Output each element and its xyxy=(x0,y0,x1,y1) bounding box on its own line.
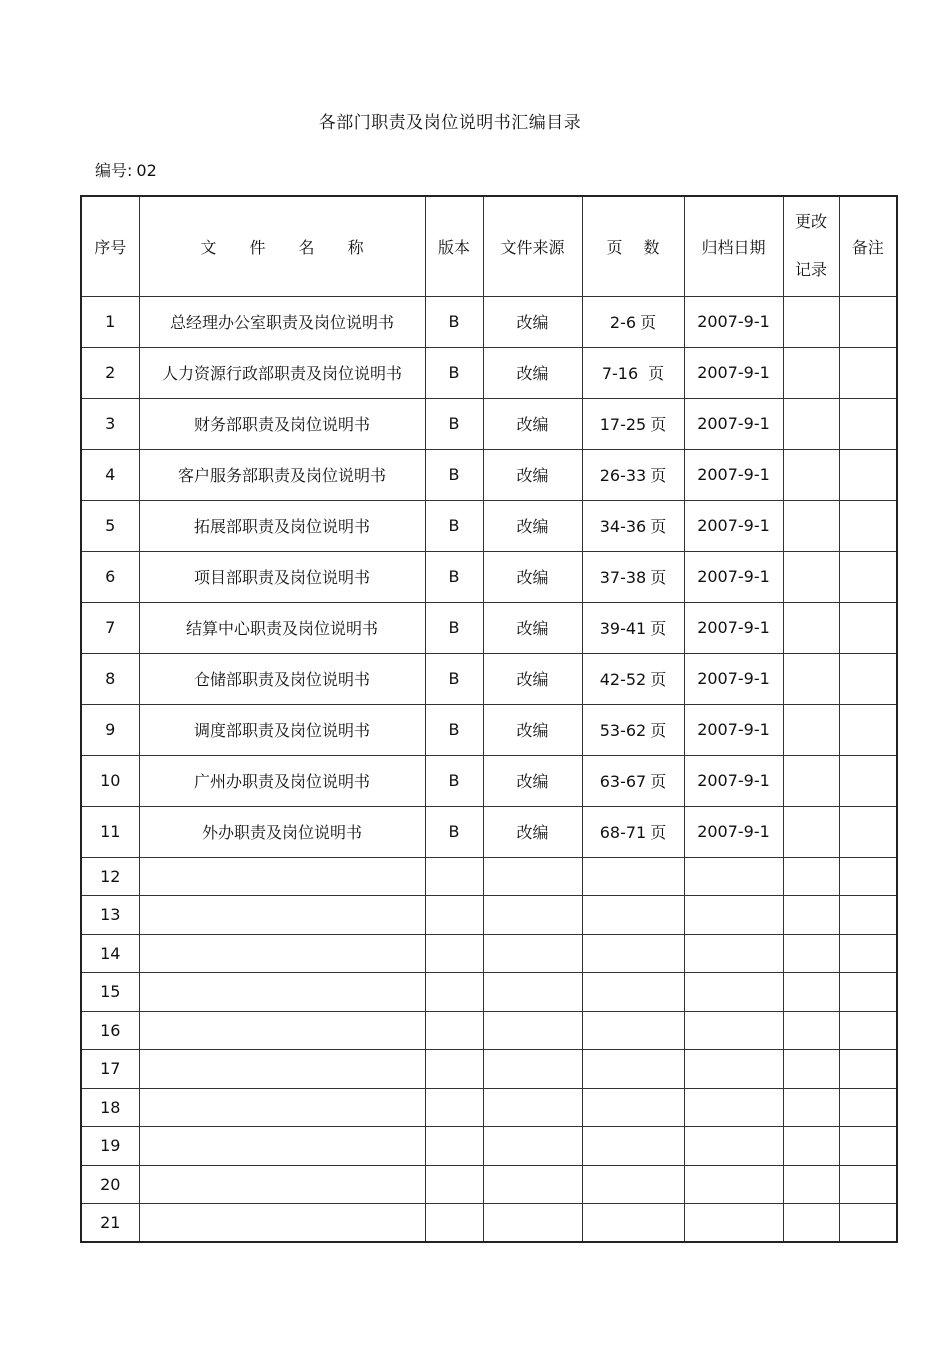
cell-change-record xyxy=(783,449,839,500)
cell-source: 改编 xyxy=(483,602,582,653)
cell-empty xyxy=(582,1088,684,1127)
cell-empty xyxy=(139,896,425,935)
cell-date: 2007-9-1 xyxy=(684,551,783,602)
cell-name: 仓储部职责及岗位说明书 xyxy=(139,653,425,704)
header-version: 版本 xyxy=(425,196,483,296)
cell-name: 总经理办公室职责及岗位说明书 xyxy=(139,296,425,347)
cell-date: 2007-9-1 xyxy=(684,398,783,449)
cell-pages xyxy=(582,704,684,755)
cell-seq: 15 xyxy=(81,973,139,1012)
cell-version: B xyxy=(425,704,483,755)
page-unit: 页 xyxy=(640,313,657,332)
cell-empty xyxy=(483,1011,582,1050)
cell-remarks xyxy=(839,449,897,500)
table-row-empty xyxy=(81,1011,897,1050)
cell-empty xyxy=(582,896,684,935)
cell-pages xyxy=(582,653,684,704)
cell-seq: 18 xyxy=(81,1088,139,1127)
cell-seq: 5 xyxy=(81,500,139,551)
cell-seq: 8 xyxy=(81,653,139,704)
cell-date: 2007-9-1 xyxy=(684,704,783,755)
cell-empty xyxy=(783,973,839,1012)
cell-empty xyxy=(783,857,839,896)
cell-date: 2007-9-1 xyxy=(684,602,783,653)
cell-empty xyxy=(684,1088,783,1127)
cell-empty xyxy=(684,1011,783,1050)
cell-remarks xyxy=(839,755,897,806)
table-row-empty xyxy=(81,1050,897,1089)
cell-source: 改编 xyxy=(483,755,582,806)
cell-version: B xyxy=(425,398,483,449)
cell-seq: 14 xyxy=(81,934,139,973)
table-row xyxy=(81,704,897,755)
header-name: 文 件 名 称 xyxy=(139,196,425,296)
header-pages: 页 数 xyxy=(582,196,684,296)
cell-remarks xyxy=(839,602,897,653)
table-row-empty xyxy=(81,896,897,935)
cell-version: B xyxy=(425,347,483,398)
cell-seq: 1 xyxy=(81,296,139,347)
cell-remarks xyxy=(839,653,897,704)
cell-name: 项目部职责及岗位说明书 xyxy=(139,551,425,602)
cell-empty xyxy=(139,857,425,896)
cell-name: 拓展部职责及岗位说明书 xyxy=(139,500,425,551)
cell-change-record xyxy=(783,806,839,857)
page-range: 26-33 xyxy=(599,466,647,485)
page-range: 53-62 xyxy=(599,721,647,740)
cell-change-record xyxy=(783,551,839,602)
cell-seq: 12 xyxy=(81,857,139,896)
cell-empty xyxy=(839,896,897,935)
cell-empty xyxy=(684,1127,783,1166)
cell-remarks xyxy=(839,296,897,347)
cell-empty xyxy=(425,1050,483,1089)
toc-table xyxy=(80,195,898,1243)
cell-empty xyxy=(425,973,483,1012)
header-remarks: 备注 xyxy=(839,196,897,296)
cell-seq: 4 xyxy=(81,449,139,500)
cell-pages xyxy=(582,449,684,500)
cell-seq: 21 xyxy=(81,1204,139,1243)
cell-empty xyxy=(483,1088,582,1127)
cell-seq: 20 xyxy=(81,1165,139,1204)
table-row xyxy=(81,296,897,347)
table-row xyxy=(81,653,897,704)
cell-empty xyxy=(684,857,783,896)
document-number xyxy=(95,158,157,181)
cell-version: B xyxy=(425,806,483,857)
cell-empty xyxy=(483,934,582,973)
cell-change-record xyxy=(783,500,839,551)
cell-date: 2007-9-1 xyxy=(684,347,783,398)
table-row-empty xyxy=(81,1127,897,1166)
page-unit: 页 xyxy=(650,466,667,485)
cell-empty xyxy=(783,1127,839,1166)
table-row xyxy=(81,755,897,806)
cell-pages xyxy=(582,296,684,347)
cell-seq: 13 xyxy=(81,896,139,935)
header-archive-date: 归档日期 xyxy=(684,196,783,296)
cell-version: B xyxy=(425,602,483,653)
table-row xyxy=(81,449,897,500)
cell-empty xyxy=(582,1127,684,1166)
cell-seq: 3 xyxy=(81,398,139,449)
cell-remarks xyxy=(839,806,897,857)
cell-version: B xyxy=(425,296,483,347)
page-unit: 页 xyxy=(650,823,667,842)
cell-name: 调度部职责及岗位说明书 xyxy=(139,704,425,755)
cell-empty xyxy=(582,1011,684,1050)
cell-date: 2007-9-1 xyxy=(684,449,783,500)
cell-empty xyxy=(425,1088,483,1127)
cell-empty xyxy=(582,1165,684,1204)
cell-pages xyxy=(582,755,684,806)
cell-empty xyxy=(425,1127,483,1166)
cell-empty xyxy=(139,1127,425,1166)
cell-empty xyxy=(684,1050,783,1089)
cell-empty xyxy=(582,973,684,1012)
header-change-record-line2: 记录 xyxy=(794,260,827,280)
cell-name: 客户服务部职责及岗位说明书 xyxy=(139,449,425,500)
cell-empty xyxy=(483,1204,582,1243)
cell-empty xyxy=(783,1204,839,1243)
cell-seq: 19 xyxy=(81,1127,139,1166)
page-title: 各部门职责及岗位说明书汇编目录 xyxy=(318,113,582,133)
cell-name: 外办职责及岗位说明书 xyxy=(139,806,425,857)
page-unit: 页 xyxy=(650,619,667,638)
cell-empty xyxy=(684,973,783,1012)
cell-empty xyxy=(139,1165,425,1204)
cell-empty xyxy=(684,896,783,935)
cell-empty xyxy=(483,973,582,1012)
cell-empty xyxy=(582,934,684,973)
cell-name: 结算中心职责及岗位说明书 xyxy=(139,602,425,653)
cell-empty xyxy=(582,857,684,896)
page-unit: 页 xyxy=(650,721,667,740)
table-row xyxy=(81,602,897,653)
cell-remarks xyxy=(839,551,897,602)
cell-name: 人力资源行政部职责及岗位说明书 xyxy=(139,347,425,398)
document-number-label: 编号: xyxy=(95,161,133,180)
cell-empty xyxy=(839,1011,897,1050)
cell-source: 改编 xyxy=(483,653,582,704)
cell-empty xyxy=(425,934,483,973)
cell-version: B xyxy=(425,449,483,500)
cell-empty xyxy=(839,1050,897,1089)
cell-empty xyxy=(425,1011,483,1050)
cell-empty xyxy=(783,934,839,973)
page-range: 34-36 xyxy=(599,517,647,536)
cell-empty xyxy=(483,1050,582,1089)
cell-empty xyxy=(425,896,483,935)
table-row xyxy=(81,347,897,398)
header-seq: 序号 xyxy=(81,196,139,296)
cell-remarks xyxy=(839,500,897,551)
cell-source: 改编 xyxy=(483,551,582,602)
table-row-empty xyxy=(81,973,897,1012)
table-row-empty xyxy=(81,1165,897,1204)
page-range: 37-38 xyxy=(599,568,647,587)
cell-empty xyxy=(684,1165,783,1204)
cell-source: 改编 xyxy=(483,398,582,449)
cell-empty xyxy=(139,1011,425,1050)
table-header-row xyxy=(81,196,897,296)
cell-empty xyxy=(139,1088,425,1127)
cell-pages xyxy=(582,347,684,398)
cell-empty xyxy=(425,1204,483,1243)
cell-remarks xyxy=(839,347,897,398)
page-unit: 页 xyxy=(648,364,665,383)
cell-empty xyxy=(684,934,783,973)
table-row-empty xyxy=(81,857,897,896)
cell-seq: 11 xyxy=(81,806,139,857)
cell-seq: 7 xyxy=(81,602,139,653)
cell-change-record xyxy=(783,398,839,449)
cell-version: B xyxy=(425,500,483,551)
cell-empty xyxy=(839,857,897,896)
page-range: 7-16 xyxy=(601,364,639,383)
page-unit: 页 xyxy=(650,670,667,689)
cell-pages xyxy=(582,602,684,653)
table-row-empty xyxy=(81,1204,897,1243)
cell-empty xyxy=(139,934,425,973)
cell-source: 改编 xyxy=(483,347,582,398)
cell-empty xyxy=(783,1050,839,1089)
cell-source: 改编 xyxy=(483,806,582,857)
header-change-record xyxy=(783,196,839,296)
cell-source: 改编 xyxy=(483,500,582,551)
cell-seq: 10 xyxy=(81,755,139,806)
cell-date: 2007-9-1 xyxy=(684,755,783,806)
cell-empty xyxy=(425,1165,483,1204)
cell-empty xyxy=(139,1204,425,1243)
cell-change-record xyxy=(783,347,839,398)
table-row xyxy=(81,806,897,857)
cell-empty xyxy=(483,896,582,935)
document-number-value: 02 xyxy=(136,161,157,180)
cell-name: 广州办职责及岗位说明书 xyxy=(139,755,425,806)
cell-empty xyxy=(783,1088,839,1127)
cell-empty xyxy=(839,1204,897,1243)
page-range: 42-52 xyxy=(599,670,647,689)
cell-name: 财务部职责及岗位说明书 xyxy=(139,398,425,449)
header-source: 文件来源 xyxy=(483,196,582,296)
cell-remarks xyxy=(839,704,897,755)
page-range: 68-71 xyxy=(599,823,647,842)
cell-seq: 9 xyxy=(81,704,139,755)
table-row-empty xyxy=(81,934,897,973)
table-row xyxy=(81,500,897,551)
page-unit: 页 xyxy=(650,568,667,587)
cell-seq: 2 xyxy=(81,347,139,398)
cell-version: B xyxy=(425,653,483,704)
cell-pages xyxy=(582,500,684,551)
page-range: 2-6 xyxy=(609,313,637,332)
cell-change-record xyxy=(783,602,839,653)
cell-date: 2007-9-1 xyxy=(684,296,783,347)
table-row xyxy=(81,398,897,449)
cell-empty xyxy=(684,1204,783,1243)
cell-empty xyxy=(483,1127,582,1166)
cell-date: 2007-9-1 xyxy=(684,806,783,857)
cell-empty xyxy=(783,896,839,935)
cell-empty xyxy=(839,973,897,1012)
cell-pages xyxy=(582,806,684,857)
page-unit: 页 xyxy=(650,772,667,791)
cell-source: 改编 xyxy=(483,296,582,347)
cell-empty xyxy=(582,1204,684,1243)
cell-source: 改编 xyxy=(483,449,582,500)
cell-change-record xyxy=(783,296,839,347)
page-unit: 页 xyxy=(650,517,667,536)
cell-seq: 16 xyxy=(81,1011,139,1050)
cell-empty xyxy=(839,1165,897,1204)
cell-empty xyxy=(839,1127,897,1166)
cell-date: 2007-9-1 xyxy=(684,500,783,551)
cell-empty xyxy=(839,934,897,973)
page-range: 17-25 xyxy=(599,415,647,434)
cell-remarks xyxy=(839,398,897,449)
cell-empty xyxy=(425,857,483,896)
cell-pages xyxy=(582,551,684,602)
table-body xyxy=(81,296,897,1242)
cell-empty xyxy=(783,1011,839,1050)
cell-empty xyxy=(783,1165,839,1204)
table-row-empty xyxy=(81,1088,897,1127)
cell-empty xyxy=(139,1050,425,1089)
cell-version: B xyxy=(425,551,483,602)
header-change-record-line1: 更改 xyxy=(794,212,827,232)
page-range: 39-41 xyxy=(599,619,647,638)
page-range: 63-67 xyxy=(599,772,647,791)
page-unit: 页 xyxy=(650,415,667,434)
cell-change-record xyxy=(783,755,839,806)
cell-date: 2007-9-1 xyxy=(684,653,783,704)
cell-empty xyxy=(483,1165,582,1204)
cell-change-record xyxy=(783,653,839,704)
cell-version: B xyxy=(425,755,483,806)
cell-empty xyxy=(839,1088,897,1127)
cell-source: 改编 xyxy=(483,704,582,755)
cell-empty xyxy=(483,857,582,896)
cell-seq: 6 xyxy=(81,551,139,602)
cell-pages xyxy=(582,398,684,449)
cell-empty xyxy=(582,1050,684,1089)
cell-seq: 17 xyxy=(81,1050,139,1089)
table-row xyxy=(81,551,897,602)
cell-change-record xyxy=(783,704,839,755)
cell-empty xyxy=(139,973,425,1012)
